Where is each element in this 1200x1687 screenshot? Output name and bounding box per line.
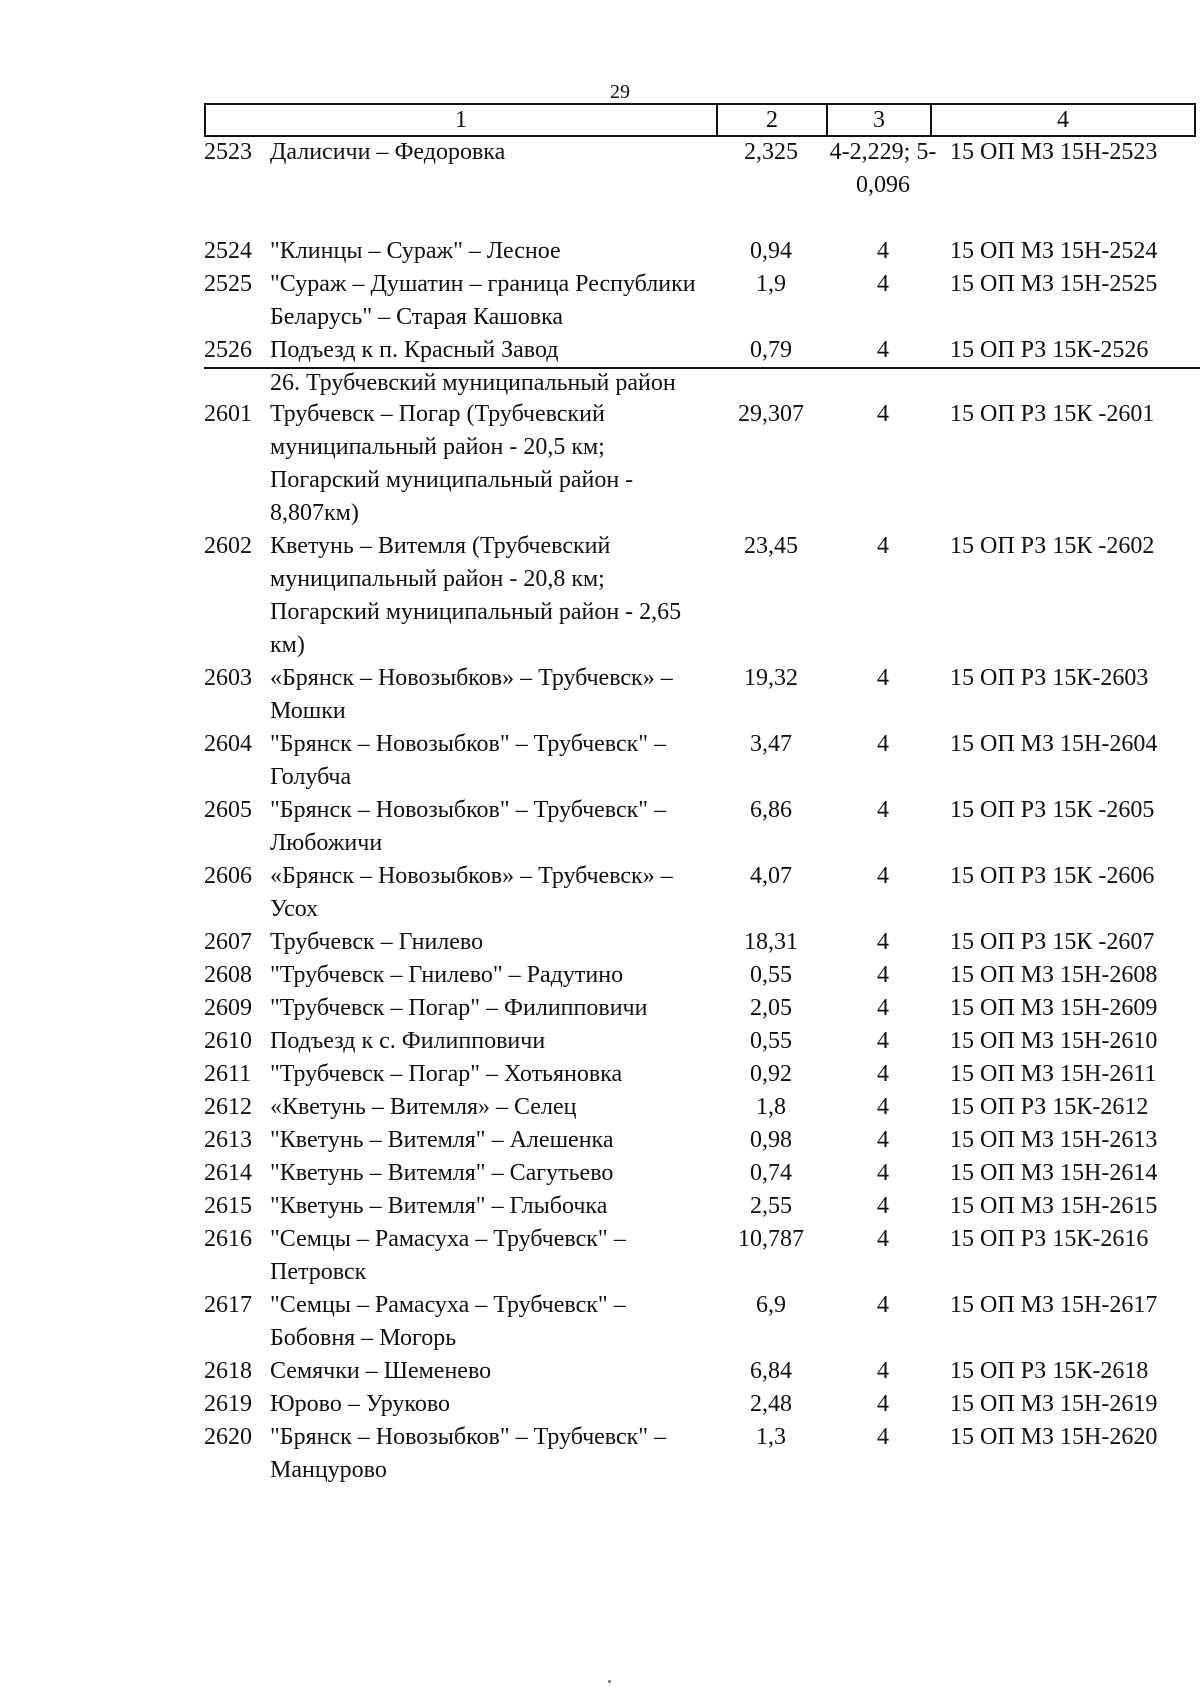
- road-code: 15 ОП РЗ 15К-2612: [950, 1094, 1149, 1120]
- table-header: [204, 103, 1196, 137]
- road-code: 15 ОП МЗ 15Н-2524: [950, 238, 1158, 264]
- table-row: [204, 926, 1200, 959]
- road-category: 4: [877, 962, 889, 988]
- road-category: 4: [877, 401, 889, 427]
- road-category: 4: [877, 1391, 889, 1417]
- table-row: [204, 235, 1200, 268]
- road-category: 4: [877, 1028, 889, 1054]
- road-category: 4: [877, 271, 889, 297]
- road-length: 10,787: [738, 1226, 804, 1252]
- road-length: 6,9: [756, 1292, 786, 1318]
- road-name: Подъезд к п. Красный Завод: [270, 337, 559, 363]
- road-name: Трубчевск – Гнилево: [270, 929, 484, 955]
- table-row: [204, 334, 1200, 367]
- row-number: 2616: [204, 1226, 252, 1252]
- header-col-3: 3: [827, 104, 931, 136]
- road-code: 15 ОП МЗ 15Н-2614: [950, 1160, 1158, 1186]
- road-length: 6,86: [750, 797, 792, 823]
- table-row: [204, 136, 1200, 235]
- table-row: [204, 1190, 1200, 1223]
- road-length: 0,94: [750, 238, 792, 264]
- row-number: 2609: [204, 995, 252, 1021]
- road-length: 18,31: [744, 929, 798, 955]
- road-name: "Брянск – Новозыбков" – Трубчевск" – Любожичи: [270, 797, 667, 856]
- row-number: 2523: [204, 139, 252, 165]
- header-col-1: 1: [205, 104, 717, 136]
- road-category: 4: [877, 1094, 889, 1120]
- table-row: [204, 959, 1200, 992]
- row-number: 2620: [204, 1424, 252, 1450]
- road-length: 2,48: [750, 1391, 792, 1417]
- road-category: 4-2,229; 5-0,096: [829, 139, 937, 198]
- road-name: "Семцы – Рамасуха – Трубчевск" – Бобовня – Могорь: [270, 1292, 626, 1351]
- road-name: "Трубчевск – Погар" – Филипповичи: [270, 995, 648, 1021]
- road-category: 4: [877, 337, 889, 363]
- road-name: Семячки – Шеменево: [270, 1358, 492, 1384]
- header-col-2: 2: [717, 104, 827, 136]
- road-length: 2,55: [750, 1193, 792, 1219]
- page-number: 29: [610, 81, 630, 103]
- road-category: 4: [877, 1193, 889, 1219]
- road-length: 0,74: [750, 1160, 792, 1186]
- table-row: [204, 1124, 1200, 1157]
- road-category: 4: [877, 1424, 889, 1450]
- road-category: 4: [877, 797, 889, 823]
- table-row: [204, 1388, 1200, 1421]
- road-category: 4: [877, 863, 889, 889]
- road-category: 4: [877, 1160, 889, 1186]
- table-row: [204, 662, 1200, 728]
- road-category: 4: [877, 1292, 889, 1318]
- road-code: 15 ОП РЗ 15К -2607: [950, 929, 1155, 955]
- road-length: 4,07: [750, 863, 792, 889]
- road-length: 0,55: [750, 1028, 792, 1054]
- road-name: Далисичи – Федоровка: [270, 139, 506, 165]
- table-row: [204, 1058, 1200, 1091]
- road-code: 15 ОП МЗ 15Н-2525: [950, 271, 1158, 297]
- road-length: 19,32: [744, 665, 798, 691]
- table-row: [204, 1421, 1200, 1487]
- table-row: [204, 1025, 1200, 1058]
- row-number: 2602: [204, 533, 252, 559]
- row-number: 2611: [204, 1061, 252, 1087]
- road-name: «Кветунь – Витемля» – Селец: [270, 1094, 577, 1120]
- road-name: "Брянск – Новозыбков" – Трубчевск" – Манцурово: [270, 1424, 667, 1483]
- row-number: 2618: [204, 1358, 252, 1384]
- road-code: 15 ОП МЗ 15Н-2608: [950, 962, 1158, 988]
- road-name: "Кветунь – Витемля" – Глыбочка: [270, 1193, 608, 1219]
- row-number: 2617: [204, 1292, 252, 1318]
- road-name: «Брянск – Новозыбков» – Трубчевск» – Усох: [270, 863, 673, 922]
- road-length: 0,79: [750, 337, 792, 363]
- stray-dot: [608, 1680, 611, 1683]
- road-length: 0,98: [750, 1127, 792, 1153]
- road-length: 1,9: [756, 271, 786, 297]
- row-number: 2615: [204, 1193, 252, 1219]
- road-code: 15 ОП МЗ 15Н-2613: [950, 1127, 1158, 1153]
- row-number: 2526: [204, 337, 252, 363]
- table-row: [204, 794, 1200, 860]
- road-name: Трубчевск – Погар (Трубчевский муниципальный район - 20,5 км; Погарский муниципальный район - 8,807км): [270, 401, 634, 526]
- row-number: 2608: [204, 962, 252, 988]
- road-length: 2,325: [744, 139, 798, 165]
- row-number: 2603: [204, 665, 252, 691]
- row-number: 2612: [204, 1094, 252, 1120]
- road-code: 15 ОП РЗ 15К-2616: [950, 1226, 1149, 1252]
- road-code: 15 ОП МЗ 15Н-2619: [950, 1391, 1158, 1417]
- road-name: «Брянск – Новозыбков» – Трубчевск» – Мошки: [270, 665, 673, 724]
- road-category: 4: [877, 1127, 889, 1153]
- road-code: 15 ОП РЗ 15К -2601: [950, 401, 1155, 427]
- road-category: 4: [877, 1061, 889, 1087]
- table-row: [204, 992, 1200, 1025]
- row-number: 2610: [204, 1028, 252, 1054]
- road-code: 15 ОП МЗ 15Н-2615: [950, 1193, 1158, 1219]
- road-code: 15 ОП МЗ 15Н-2611: [950, 1061, 1157, 1087]
- header-col-4: 4: [931, 104, 1195, 136]
- road-code: 15 ОП МЗ 15Н-2610: [950, 1028, 1158, 1054]
- table-row: [204, 1157, 1200, 1190]
- road-name: "Кветунь – Витемля" – Алешенка: [270, 1127, 614, 1153]
- road-code: 15 ОП МЗ 15Н-2620: [950, 1424, 1158, 1450]
- road-code: 15 ОП РЗ 15К -2605: [950, 797, 1155, 823]
- road-category: 4: [877, 929, 889, 955]
- road-length: 29,307: [738, 401, 804, 427]
- road-category: 4: [877, 731, 889, 757]
- road-category: 4: [877, 1358, 889, 1384]
- row-number: 2604: [204, 731, 252, 757]
- road-code: 15 ОП МЗ 15Н-2523: [950, 139, 1158, 165]
- road-name: "Клинцы – Сураж" – Лесное: [270, 238, 561, 264]
- table-row: [204, 728, 1200, 794]
- road-length: 3,47: [750, 731, 792, 757]
- table-row: [204, 398, 1200, 530]
- road-name: "Трубчевск – Гнилево" – Радутино: [270, 962, 624, 988]
- table-row: [204, 268, 1200, 334]
- road-name: "Брянск – Новозыбков" – Трубчевск" – Голубча: [270, 731, 667, 790]
- road-length: 6,84: [750, 1358, 792, 1384]
- road-name: "Семцы – Рамасуха – Трубчевск" – Петровск: [270, 1226, 626, 1285]
- road-code: 15 ОП МЗ 15Н-2617: [950, 1292, 1158, 1318]
- road-length: 0,55: [750, 962, 792, 988]
- row-number: 2607: [204, 929, 252, 955]
- section-row: [204, 369, 1200, 398]
- row-number: 2525: [204, 271, 252, 297]
- table-body: [204, 136, 1200, 1487]
- row-number: 2614: [204, 1160, 252, 1186]
- road-name: Подъезд к с. Филипповичи: [270, 1028, 546, 1054]
- road-code: 15 ОП РЗ 15К-2618: [950, 1358, 1149, 1384]
- road-category: 4: [877, 238, 889, 264]
- row-number: 2606: [204, 863, 252, 889]
- table-row: [204, 1091, 1200, 1124]
- row-number: 2619: [204, 1391, 252, 1417]
- road-length: 23,45: [744, 533, 798, 559]
- row-number: 2601: [204, 401, 252, 427]
- road-code: 15 ОП МЗ 15Н-2604: [950, 731, 1158, 757]
- road-category: 4: [877, 665, 889, 691]
- road-name: Юрово – Уруково: [270, 1391, 451, 1417]
- table-row: [204, 530, 1200, 662]
- table-row: [204, 1289, 1200, 1355]
- road-name: "Сураж – Душатин – граница Республики Беларусь" – Старая Кашовка: [270, 271, 696, 330]
- road-code: 15 ОП РЗ 15К-2603: [950, 665, 1149, 691]
- row-number: 2524: [204, 238, 252, 264]
- road-code: 15 ОП РЗ 15К-2526: [950, 337, 1149, 363]
- table-row: [204, 860, 1200, 926]
- road-length: 2,05: [750, 995, 792, 1021]
- road-length: 1,3: [756, 1424, 786, 1450]
- road-category: 4: [877, 533, 889, 559]
- road-name: "Трубчевск – Погар" – Хотьяновка: [270, 1061, 623, 1087]
- table-row: [204, 1355, 1200, 1388]
- road-code: 15 ОП РЗ 15К -2602: [950, 533, 1155, 559]
- road-category: 4: [877, 1226, 889, 1252]
- road-length: 1,8: [756, 1094, 786, 1120]
- road-length: 0,92: [750, 1061, 792, 1087]
- row-number: 2605: [204, 797, 252, 823]
- road-code: 15 ОП РЗ 15К -2606: [950, 863, 1155, 889]
- road-code: 15 ОП МЗ 15Н-2609: [950, 995, 1158, 1021]
- row-number: 2613: [204, 1127, 252, 1153]
- table-row: [204, 1223, 1200, 1289]
- section-title: 26. Трубчевский муниципальный район: [270, 370, 676, 396]
- road-name: "Кветунь – Витемля" – Сагутьево: [270, 1160, 614, 1186]
- road-category: 4: [877, 995, 889, 1021]
- road-name: Кветунь – Витемля (Трубчевский муниципальный район - 20,8 км; Погарский муниципальный район - 2,65 км): [270, 533, 682, 658]
